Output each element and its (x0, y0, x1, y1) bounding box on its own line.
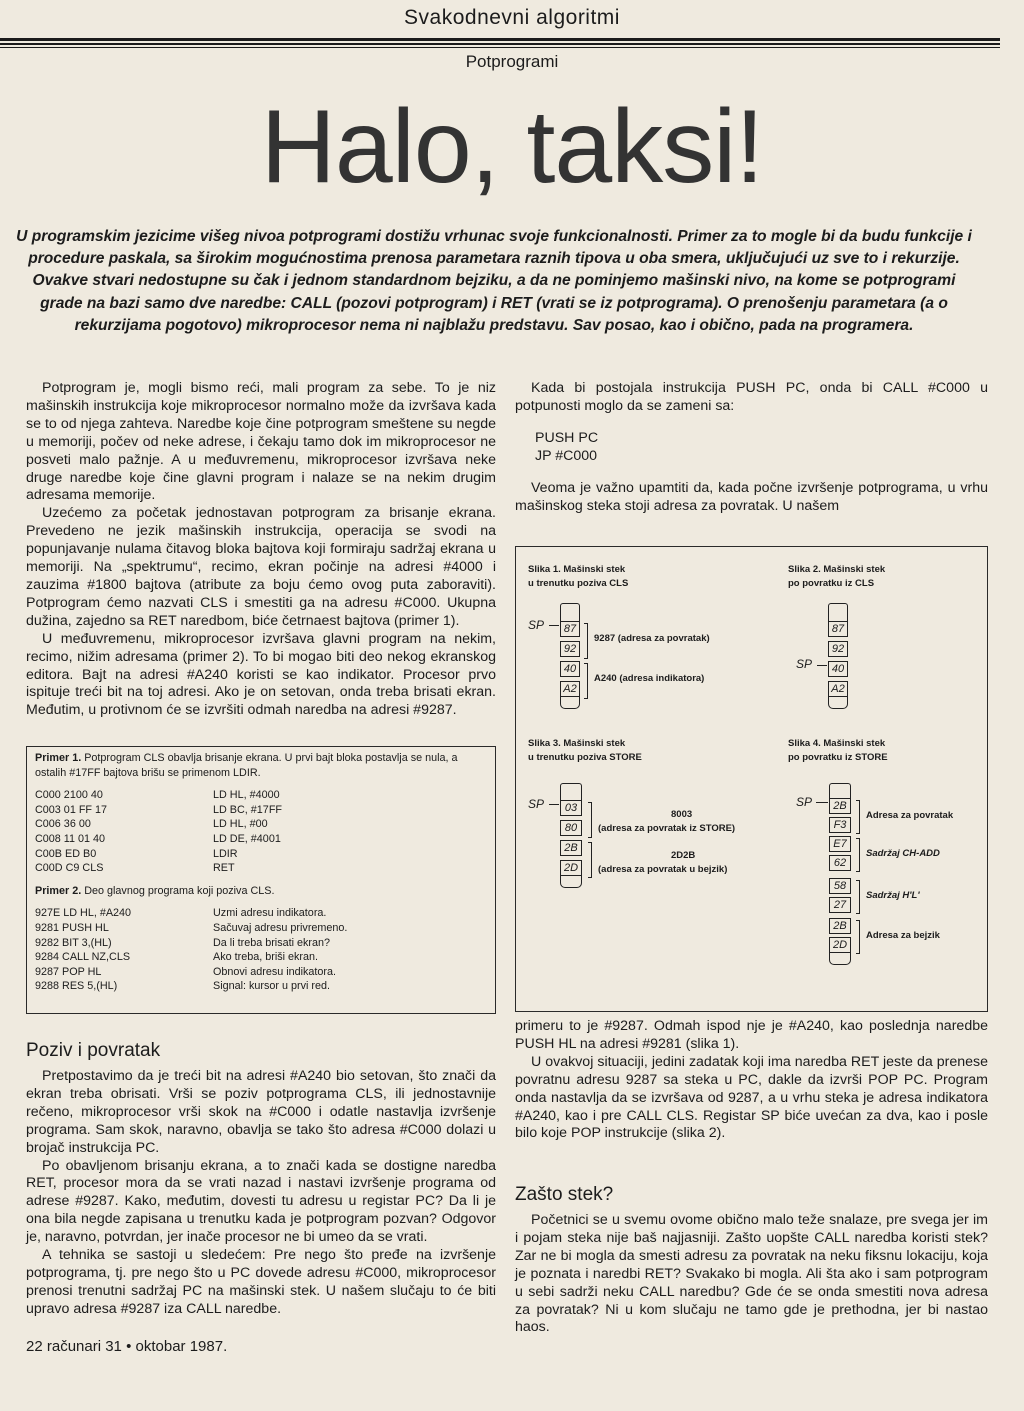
pointer-arrow (817, 665, 827, 666)
code-bytes: C000 2100 40 (35, 789, 103, 802)
brace (856, 838, 860, 872)
code-row (35, 847, 487, 862)
stack-annotation: 8003 (671, 809, 693, 820)
brace (584, 623, 588, 659)
code-bytes: C008 11 01 40 (35, 832, 106, 845)
figure-title-line: Slika 3. Mašinski stek (528, 738, 626, 749)
code-bytes: C003 01 FF 17 (35, 803, 108, 816)
paragraph: Početnici se u svemu ovome obično malo teže snalaze, pre svega jer im i pojam steka nije baš najjasniji. Zašto uopšte CALL naredba koristi stek? Zar ne bi mogla da smesti adresu za povratak na neku fiksnu lokaciju, koja je poznata i naredbi RET? Svakako bi mogla. Ali šta ako i sam potprogram u sebi sadrži neku CALL naredbu? Gde će se onda smestiti nova adresa za povratak? Ni u kom slučaju ne tamo gde je prethodna, jer bi nastao haos. (515, 1212, 988, 1336)
paragraph: U međuvremenu, mikroprocesor izvršava glavni program na nekim, recimo, nižim adresama (primer 2). To bi mogao biti deo nekog ekranskog editora. Bajt na adresi #A240 koristi se kao indikator. Procesor prvo ispituje treći bit na toj adresi. Ako je on setovan, onda treba brisati ekran. Međutim, u protivnom će se izvršiti odmah naredba na adresi #9287. (26, 630, 496, 719)
section-heading: Zašto stek? (515, 1184, 614, 1205)
stack-top-cap (828, 603, 848, 621)
stack-cell: 58 (829, 878, 851, 894)
right-column-continued (515, 1018, 988, 1143)
lead-paragraph (10, 226, 978, 337)
code-row (35, 965, 487, 980)
figure-title (788, 737, 888, 765)
right-column-section (515, 1212, 988, 1337)
stack-cell: 92 (560, 641, 580, 657)
code-bytes: C006 36 00 (35, 818, 91, 831)
code-comment: RET (213, 862, 235, 875)
figure-title-line: u trenutku poziva CLS (528, 578, 629, 589)
paragraph: Potprogram je, mogli bismo reći, mali program za sebe. To je niz mašinskih instrukcija koje mikroprocesor normalno može da izvršava kada se to od njega zahteva. Naredbe koje čine potprogram smeštene su negde u memoriji, počev od neke adrese, i čekaju tamo dok im mikroprocesor ne posveti malo pažnje. A u međuvremenu, mikroprocesor izvršava neke druge naredbe koje čine glavni program i nalaze se na nekim drugim adresama memorije. (26, 380, 496, 504)
code-row (35, 950, 487, 965)
code-line: PUSH PC (535, 429, 599, 446)
stack-annotation: (adresa za povratak u bejzik) (598, 864, 728, 875)
stack-pointer-label: SP (796, 657, 813, 671)
brace (588, 802, 592, 838)
figure-title (788, 563, 885, 591)
figure-title-line: po povratku iz CLS (788, 578, 875, 589)
code-comment: Uzmi adresu indikatora. (213, 907, 327, 920)
stack-cell: E7 (829, 836, 851, 852)
stack-annotation: 9287 (adresa za povratak) (594, 633, 710, 644)
stack-cell: 92 (828, 641, 848, 657)
brace (856, 880, 860, 914)
code-row (35, 936, 487, 951)
caption-text: Potprogram CLS obavlja brisanje ekrana. U prvi bajt bloka postavlja se nula, a ostalih #17FF bajtova brišu se primenom LDIR. (35, 752, 458, 779)
stack-cell: F3 (829, 817, 851, 833)
stack-annotation: Sadržaj CH-ADD (866, 848, 940, 859)
paragraph: Uzećemo za početak jednostavan potprogram za brisanje ekrana. Prevedeno ne jezik mašinskih instrukcija, operacija se svodi na popunjavanje nulama čitavog bloka bajtova koji formiraju sadržaj ekrana u memoriji. Na „spektrumu“, recimo, ekran počinje na adresi #4000 i zauzima #1800 bajtova (atribute za boju ćemo ovog puta zaboraviti). Potprogram ćemo nazvati CLS i smestiti ga na adresu #C000. Ukupna dužina, zajedno sa RET naredbom, biće četrnaest bajtova (primer 1). (26, 505, 496, 629)
bullet: • (126, 1338, 132, 1355)
code-comment: Sačuvaj adresu privremeno. (213, 921, 348, 934)
paragraph: Kada bi postojala instrukcija PUSH PC, onda bi CALL #C000 u potpunosti moglo da se zameni sa: (515, 380, 988, 414)
example2-caption (35, 884, 487, 899)
page-number: 22 (26, 1338, 43, 1355)
stack-cell: 2B (829, 798, 851, 814)
stack-bottom-cap (829, 953, 851, 965)
subsection-title: Potprogrami (465, 52, 559, 71)
code-row (35, 832, 487, 847)
left-column-section (26, 1068, 496, 1319)
stack-annotation: A240 (adresa indikatora) (594, 673, 705, 684)
figure-title-line: Slika 4. Mašinski stek (788, 738, 886, 749)
stack-bottom-cap (560, 697, 580, 709)
paragraph: Pretpostavimo da je treći bit na adresi #A240 bio setovan, što znači da ekran treba obrisati. Vrši se poziv potprograma CLS, ili jednostavnije rečeno, mikroprocesor vrši skok na #C000 i odatle nastavlja izvršenje programa. Sam skok, naravno, obavlja se tako što adresa #C000 dolazi u brojač instrukcija PC. (26, 1068, 496, 1156)
code-comment: LD HL, #00 (213, 818, 268, 831)
figure-title-line: Slika 1. Mašinski stek (528, 564, 626, 575)
code-row (35, 817, 487, 832)
code-bytes: 9281 PUSH HL (35, 921, 109, 934)
stack-annotation: (adresa za povratak iz STORE) (598, 823, 736, 834)
example1-caption (35, 751, 487, 780)
stack-cell: 2D (829, 937, 851, 953)
paragraph: Po obavljenom brisanju ekrana, a to znači kada se dostigne naredba RET, procesor mora da se vrati nazad i nastavi izvršenje programa od adrese #9287. Kako, međutim, dovesti tu adresu u registar PC? Da li je ona bila negde zapisana u trenutku kada je potprogram pozvan? Odgovor je, naravno, potvrdan, jer inače procesor ne bi umeo da se vrati. (26, 1157, 496, 1246)
paragraph: A tehnika se sastoji u sledećem: Pre nego što pređe na izvršenje potprograma, tj. pre nego što u PC dovede adresu #C000, mikroprocesor prenosi trenutni sadržaj PC na mašinski stek. U našem slučaju to će biti upravo adresa #9287 iza CALL naredbe. (26, 1247, 496, 1317)
stack-annotation: Sadržaj H'L' (866, 890, 920, 901)
stack-annotation: Adresa za povratak (866, 810, 954, 821)
header-rule (0, 43, 1000, 45)
stack-annotation: 2D2B (671, 850, 696, 861)
example2-listing (35, 906, 487, 994)
issue-date: oktobar 1987. (135, 1338, 228, 1355)
code-bytes: 9282 BIT 3,(HL) (35, 936, 112, 949)
stack-cell: 40 (828, 661, 848, 677)
code-comment: LDIR (213, 847, 238, 860)
stack-figures (515, 546, 988, 1012)
brace (584, 663, 588, 699)
stack-bottom-cap (828, 697, 848, 709)
code-comment: LD DE, #4001 (213, 832, 281, 845)
code-row (35, 921, 487, 936)
section-title: Svakodnevni algoritmi (404, 6, 620, 29)
pointer-arrow (816, 802, 828, 803)
stack-top-cap (829, 783, 851, 799)
code-bytes: 9284 CALL NZ,CLS (35, 951, 131, 964)
stack-cell: 03 (560, 800, 582, 816)
brace (856, 800, 860, 834)
code-comment: Da li treba brisati ekran? (213, 936, 331, 949)
paragraph: U ovakvoj situaciji, jedini zadatak koji ima naredba RET jeste da prenese povratnu adresu 9287 sa steka u PC, dakle da izvrši POP PC. Program onda nastavlja da se izvršava od 9287, a u vrhu steka je adresa indikatora #A240, kao i pre CALL CLS. Registar SP biće uvećan za dva, kao i posle bilo koje POP instrukcije (slika 2). (515, 1053, 988, 1142)
stack-cell: 87 (828, 621, 848, 637)
paragraph: Veoma je važno upamtiti da, kada počne izvršenje potprograma, u vrhu mašinskog steka stoji adresa za povratak. U našem (515, 479, 988, 514)
brace (856, 920, 860, 954)
stack-cell: 2B (560, 840, 582, 856)
figure-title-line: po povratku iz STORE (788, 752, 888, 763)
stack-cell: A2 (828, 681, 848, 697)
code-row (35, 979, 487, 994)
code-bytes: 927E LD HL, #A240 (35, 907, 132, 920)
stack-cell: 80 (560, 820, 582, 836)
code-examples-box (26, 746, 496, 1014)
stack-cell: 2D (560, 860, 582, 876)
right-column-intro (515, 380, 988, 515)
stack-cell: 40 (560, 661, 580, 677)
stack-cell: 2B (829, 918, 851, 934)
stack-pointer-label: SP (796, 795, 813, 809)
stack-pointer-label: SP (528, 797, 545, 811)
magazine-name: računari 31 (46, 1338, 122, 1355)
stack-cell: A2 (560, 681, 580, 697)
code-comment: LD BC, #17FF (213, 803, 283, 816)
code-comment: Obnovi adresu indikatora. (213, 965, 337, 978)
code-comment: Signal: kursor u prvi red. (213, 980, 331, 993)
figure-title (528, 737, 642, 765)
code-row (35, 861, 487, 876)
code-row (35, 803, 487, 818)
stack-top-cap (560, 603, 580, 621)
headline: Halo, taksi! (260, 89, 764, 205)
code-bytes: 9287 POP HL (35, 965, 102, 978)
code-row (35, 906, 487, 921)
header-rule (0, 38, 1000, 41)
figure-title (528, 563, 628, 591)
stack-pointer-label: SP (528, 618, 545, 632)
code-comment: Ako treba, briši ekran. (213, 951, 319, 964)
code-bytes: C00B ED B0 (35, 847, 97, 860)
pointer-arrow (549, 804, 559, 805)
figure-title-line: Slika 2. Mašinski stek (788, 564, 886, 575)
code-comment: LD HL, #4000 (213, 789, 280, 802)
section-heading: Poziv i povratak (26, 1040, 161, 1061)
code-bytes: C00D C9 CLS (35, 862, 104, 875)
caption-text: Deo glavnog programa koji poziva CLS. (84, 884, 275, 897)
stack-cell: 87 (560, 621, 580, 637)
left-column-intro (26, 380, 496, 720)
page-footer (26, 1338, 227, 1355)
code-bytes: 9288 RES 5,(HL) (35, 980, 118, 993)
code-line: JP #C000 (535, 447, 598, 464)
stack-annotation: Adresa za bejzik (866, 930, 940, 941)
paragraph: primeru to je #9287. Odmah ispod nje je #A240, kao poslednja naredbe PUSH HL na adresi #9281 (slika 1). (515, 1018, 988, 1052)
figure-title-line: u trenutku poziva STORE (528, 752, 642, 763)
stack-cell: 27 (829, 897, 851, 913)
caption-label: Primer 2. (35, 884, 82, 897)
header-rule (0, 47, 1000, 48)
pointer-arrow (549, 625, 559, 626)
caption-label: Primer 1. (35, 752, 82, 764)
stack-cell: 62 (829, 855, 851, 871)
stack-top-cap (560, 783, 582, 801)
code-row (35, 788, 487, 803)
example1-listing (35, 788, 487, 876)
brace (588, 842, 592, 878)
lead-text: U programskim jezicime višeg nivoa potprogrami dostižu vrhunac svoje funkcionalnosti. Primer za to mogle bi da budu funkcije i procedure paskala, sa širokim mogućnostima prenosa parametara raznih tipova u oba smera, uključujući uz sve to i rekurzije. Ovakve stvari nedostupne su čak i jednom standardnom bejziku, a da ne pominjemo mašinski nivo, na kome se potprogrami grade na bazi samo dve naredbe: CALL (pozovi potprogram) i RET (vrati se iz potprograma). O prenošenju parametara (a o rekurzijama pogotovo) mikroprocesor nema ni najblažu predstavu. Sav posao, kao i obično, pada na programera. (16, 228, 972, 334)
stack-bottom-cap (560, 876, 582, 888)
